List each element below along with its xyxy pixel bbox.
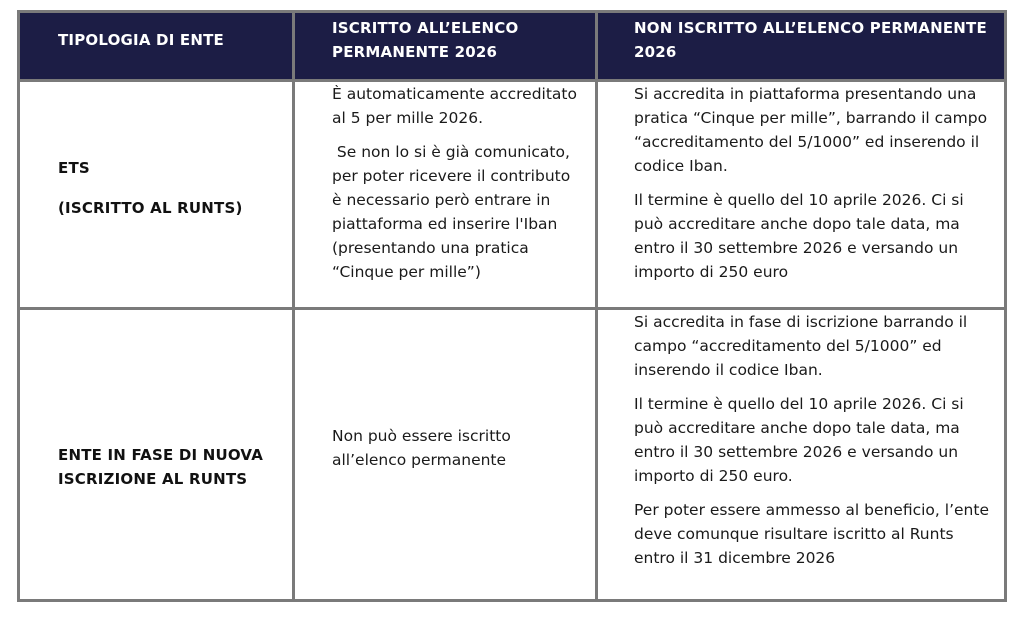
- ets-enrolled-para2: [332, 140, 595, 284]
- ets-not-enrolled-para2: [634, 188, 1004, 284]
- text-line: deve comunque risultare iscritto al Runts: [634, 525, 954, 543]
- text-line: “Cinque per mille”): [332, 263, 481, 281]
- new-not-enrolled-para1: [634, 310, 1004, 382]
- header-not-enrolled-line2: 2026: [634, 43, 677, 61]
- text-line: Se non lo si è già comunicato,: [332, 143, 570, 161]
- header-cell-enrolled: [295, 13, 595, 79]
- text-line: inserendo il codice Iban.: [634, 361, 823, 379]
- row-type-ets-line1: ETS: [58, 159, 90, 177]
- row-ets-enrolled: [295, 82, 595, 307]
- text-line: Non può essere iscritto: [332, 427, 511, 445]
- text-line: all’elenco permanente: [332, 451, 507, 469]
- row-new-not-enrolled: [598, 310, 1004, 599]
- text-line: entro il 30 settembre 2026 e versando un: [634, 239, 959, 257]
- text-line: piattaforma ed inserire l'Iban: [332, 215, 558, 233]
- row-type-new-entity: [20, 310, 292, 599]
- text-line: importo di 250 euro: [634, 263, 789, 281]
- new-not-enrolled-para3: [634, 498, 1004, 570]
- text-line: è necessario però entrare in: [332, 191, 551, 209]
- text-line: entro il 31 dicembre 2026: [634, 549, 836, 567]
- header-not-enrolled-line1: NON ISCRITTO ALL’ELENCO PERMANENTE: [634, 19, 987, 37]
- new-not-enrolled-para2: [634, 392, 1004, 488]
- text-line: codice Iban.: [634, 157, 728, 175]
- text-line: Si accredita in piattaforma presentando una: [634, 85, 977, 103]
- row-ets-not-enrolled: [598, 82, 1004, 307]
- header-cell-type: [20, 13, 292, 79]
- text-line: Per poter essere ammesso al beneficio, l’ente: [634, 501, 989, 519]
- row-type-ets-line2: (ISCRITTO AL RUNTS): [58, 199, 243, 217]
- comparison-table: [17, 10, 1007, 602]
- row-type-new-line2: ISCRIZIONE AL RUNTS: [58, 470, 248, 488]
- text-line: può accreditare anche dopo tale data, ma: [634, 419, 960, 437]
- ets-enrolled-para1: [332, 82, 595, 130]
- row-type-ets: [20, 82, 292, 307]
- header-enrolled-line1: ISCRITTO ALL’ELENCO: [332, 19, 519, 37]
- header-cell-not-enrolled: [598, 13, 1004, 79]
- text-line: Il termine è quello del 10 aprile 2026. Ci si: [634, 191, 964, 209]
- text-line: (presentando una pratica: [332, 239, 529, 257]
- text-line: per poter ricevere il contributo: [332, 167, 571, 185]
- text-line: entro il 30 settembre 2026 e versando un: [634, 443, 959, 461]
- text-line: “accreditamento del 5/1000” ed inserendo il: [634, 133, 980, 151]
- row-type-new-line1: ENTE IN FASE DI NUOVA: [58, 446, 264, 464]
- header-enrolled-line2: PERMANENTE 2026: [332, 43, 498, 61]
- text-line: Il termine è quello del 10 aprile 2026. Ci si: [634, 395, 964, 413]
- text-line: È automaticamente accreditato: [332, 85, 577, 103]
- text-line: al 5 per mille 2026.: [332, 109, 484, 127]
- text-line: può accreditare anche dopo tale data, ma: [634, 215, 960, 233]
- text-line: pratica “Cinque per mille”, barrando il campo: [634, 109, 988, 127]
- text-line: Si accredita in fase di iscrizione barrando il: [634, 313, 968, 331]
- new-enrolled-para1: [332, 424, 595, 472]
- header-type-label: TIPOLOGIA DI ENTE: [58, 31, 224, 49]
- text-line: importo di 250 euro.: [634, 467, 793, 485]
- text-line: campo “accreditamento del 5/1000” ed: [634, 337, 942, 355]
- ets-not-enrolled-para1: [634, 82, 1004, 178]
- row-new-enrolled: [295, 310, 595, 599]
